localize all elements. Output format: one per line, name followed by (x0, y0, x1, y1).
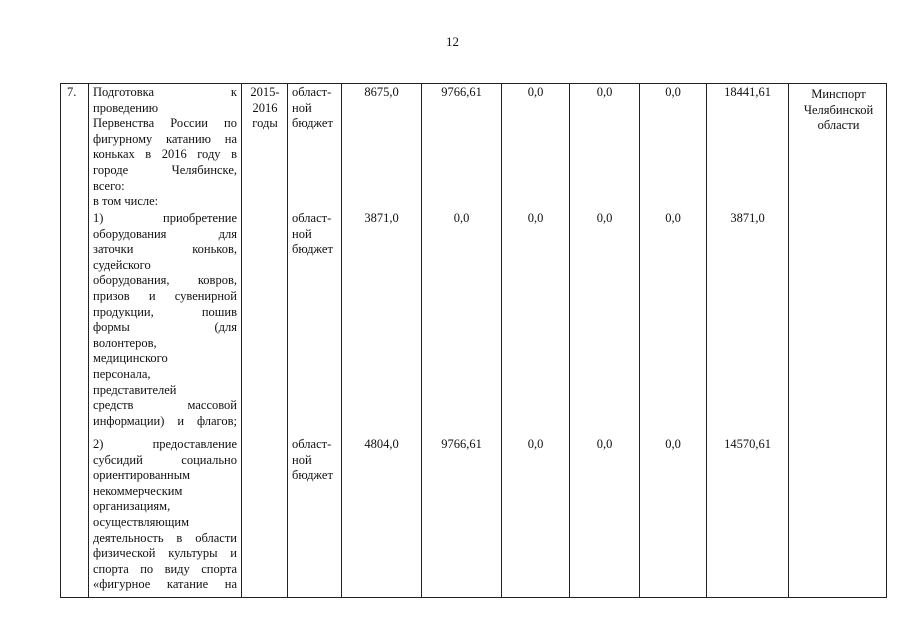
column-divider (241, 84, 242, 597)
amount-cell: 4804,0 (364, 437, 399, 451)
description-line: заточки коньков, (93, 242, 237, 257)
description-line: коньках в 2016 году в (93, 147, 237, 162)
description-line: в том числе: (93, 194, 159, 209)
description-line: средств массовой (93, 398, 237, 413)
description-line: продукции, пошив (93, 304, 237, 319)
column-divider (569, 84, 570, 597)
description-line: осуществляющим (93, 514, 189, 529)
description-line: ориентированным (93, 468, 191, 483)
description-line: субсидий социально (93, 452, 237, 467)
description-line: призов и сувенирной (93, 288, 237, 303)
column-divider (639, 84, 640, 597)
description-line: оборудования для (93, 226, 237, 241)
description-line: Первенства России по (93, 116, 237, 131)
executor-line: Челябинской (803, 102, 874, 117)
amount-cell: 0,0 (527, 437, 544, 451)
column-divider (287, 84, 288, 597)
description-line: информации) и флагов; (93, 413, 237, 428)
amount-cell: 0,0 (665, 85, 681, 99)
funding-source-line: област- (292, 437, 332, 451)
years-line: 2016 (252, 100, 278, 115)
executor-line: Минспорт (811, 87, 866, 101)
funding-source-line: област- (292, 85, 332, 99)
description-line: персонала, (93, 366, 151, 381)
amount-cell: 9766,61 (441, 437, 482, 451)
amount-cell: 3871,0 (364, 211, 399, 225)
row-number: 7. (67, 85, 77, 99)
description-line: формы (для (93, 320, 237, 335)
years-cell (243, 85, 287, 132)
years-line: 2015- (250, 85, 280, 99)
amount-cell: 18441,61 (724, 85, 771, 99)
column-divider (88, 84, 89, 597)
description-line: оборудования, ковров, (93, 273, 237, 288)
description-cell (93, 85, 237, 210)
description-line: некоммерческим (93, 483, 183, 498)
funding-source-cell (292, 211, 342, 258)
amount-cell: 0,0 (596, 437, 613, 451)
funding-source-line: бюджет (292, 242, 333, 257)
amount-cell: 14570,61 (724, 437, 771, 451)
description-line: 1) приобретение (93, 211, 237, 225)
description-line: физической культуры и (93, 546, 237, 561)
description-line: волонтеров, (93, 335, 157, 350)
amount-cell: 0,0 (665, 211, 681, 225)
executor-line: области (817, 118, 860, 133)
amount-cell: 0,0 (665, 437, 681, 451)
description-line: медицинского (93, 351, 168, 366)
amount-cell: 8675,0 (364, 85, 399, 99)
description-cell (93, 211, 237, 429)
column-divider (706, 84, 707, 597)
funding-source-line: ной (292, 226, 312, 241)
column-divider (341, 84, 342, 597)
description-line: судейского (93, 257, 151, 272)
funding-source-cell (292, 85, 342, 132)
amount-cell: 0,0 (596, 85, 613, 99)
column-divider (501, 84, 502, 597)
budget-table (60, 83, 887, 598)
description-line: организациям, (93, 499, 171, 514)
description-line: спорта по виду спорта (93, 561, 237, 576)
funding-source-cell (292, 437, 342, 484)
funding-source-line: бюджет (292, 116, 333, 131)
amount-cell: 0,0 (453, 211, 470, 225)
description-line: Подготовка к (93, 85, 237, 99)
funding-source-line: ной (292, 452, 312, 467)
amount-cell: 0,0 (527, 211, 544, 225)
description-line: деятельность в области (93, 530, 237, 545)
amount-cell: 9766,61 (441, 85, 482, 99)
funding-source-line: област- (292, 211, 332, 225)
description-line: всего: (93, 178, 125, 193)
description-line: проведению (93, 100, 159, 115)
executor-cell (790, 87, 887, 134)
column-divider (788, 84, 789, 597)
page-number: 12 (446, 34, 459, 49)
column-divider (421, 84, 422, 597)
description-line: фигурному катанию на (93, 131, 237, 146)
description-line: 2) предоставление (93, 437, 237, 451)
description-line: представителей (93, 382, 177, 397)
funding-source-line: бюджет (292, 468, 333, 483)
funding-source-line: ной (292, 100, 312, 115)
amount-cell: 0,0 (596, 211, 613, 225)
amount-cell: 3871,0 (730, 211, 765, 225)
description-cell (93, 437, 237, 593)
description-line: городе Челябинске, (93, 162, 237, 177)
amount-cell: 0,0 (527, 85, 544, 99)
years-line: годы (252, 116, 278, 131)
description-line: «фигурное катание на (93, 577, 237, 592)
